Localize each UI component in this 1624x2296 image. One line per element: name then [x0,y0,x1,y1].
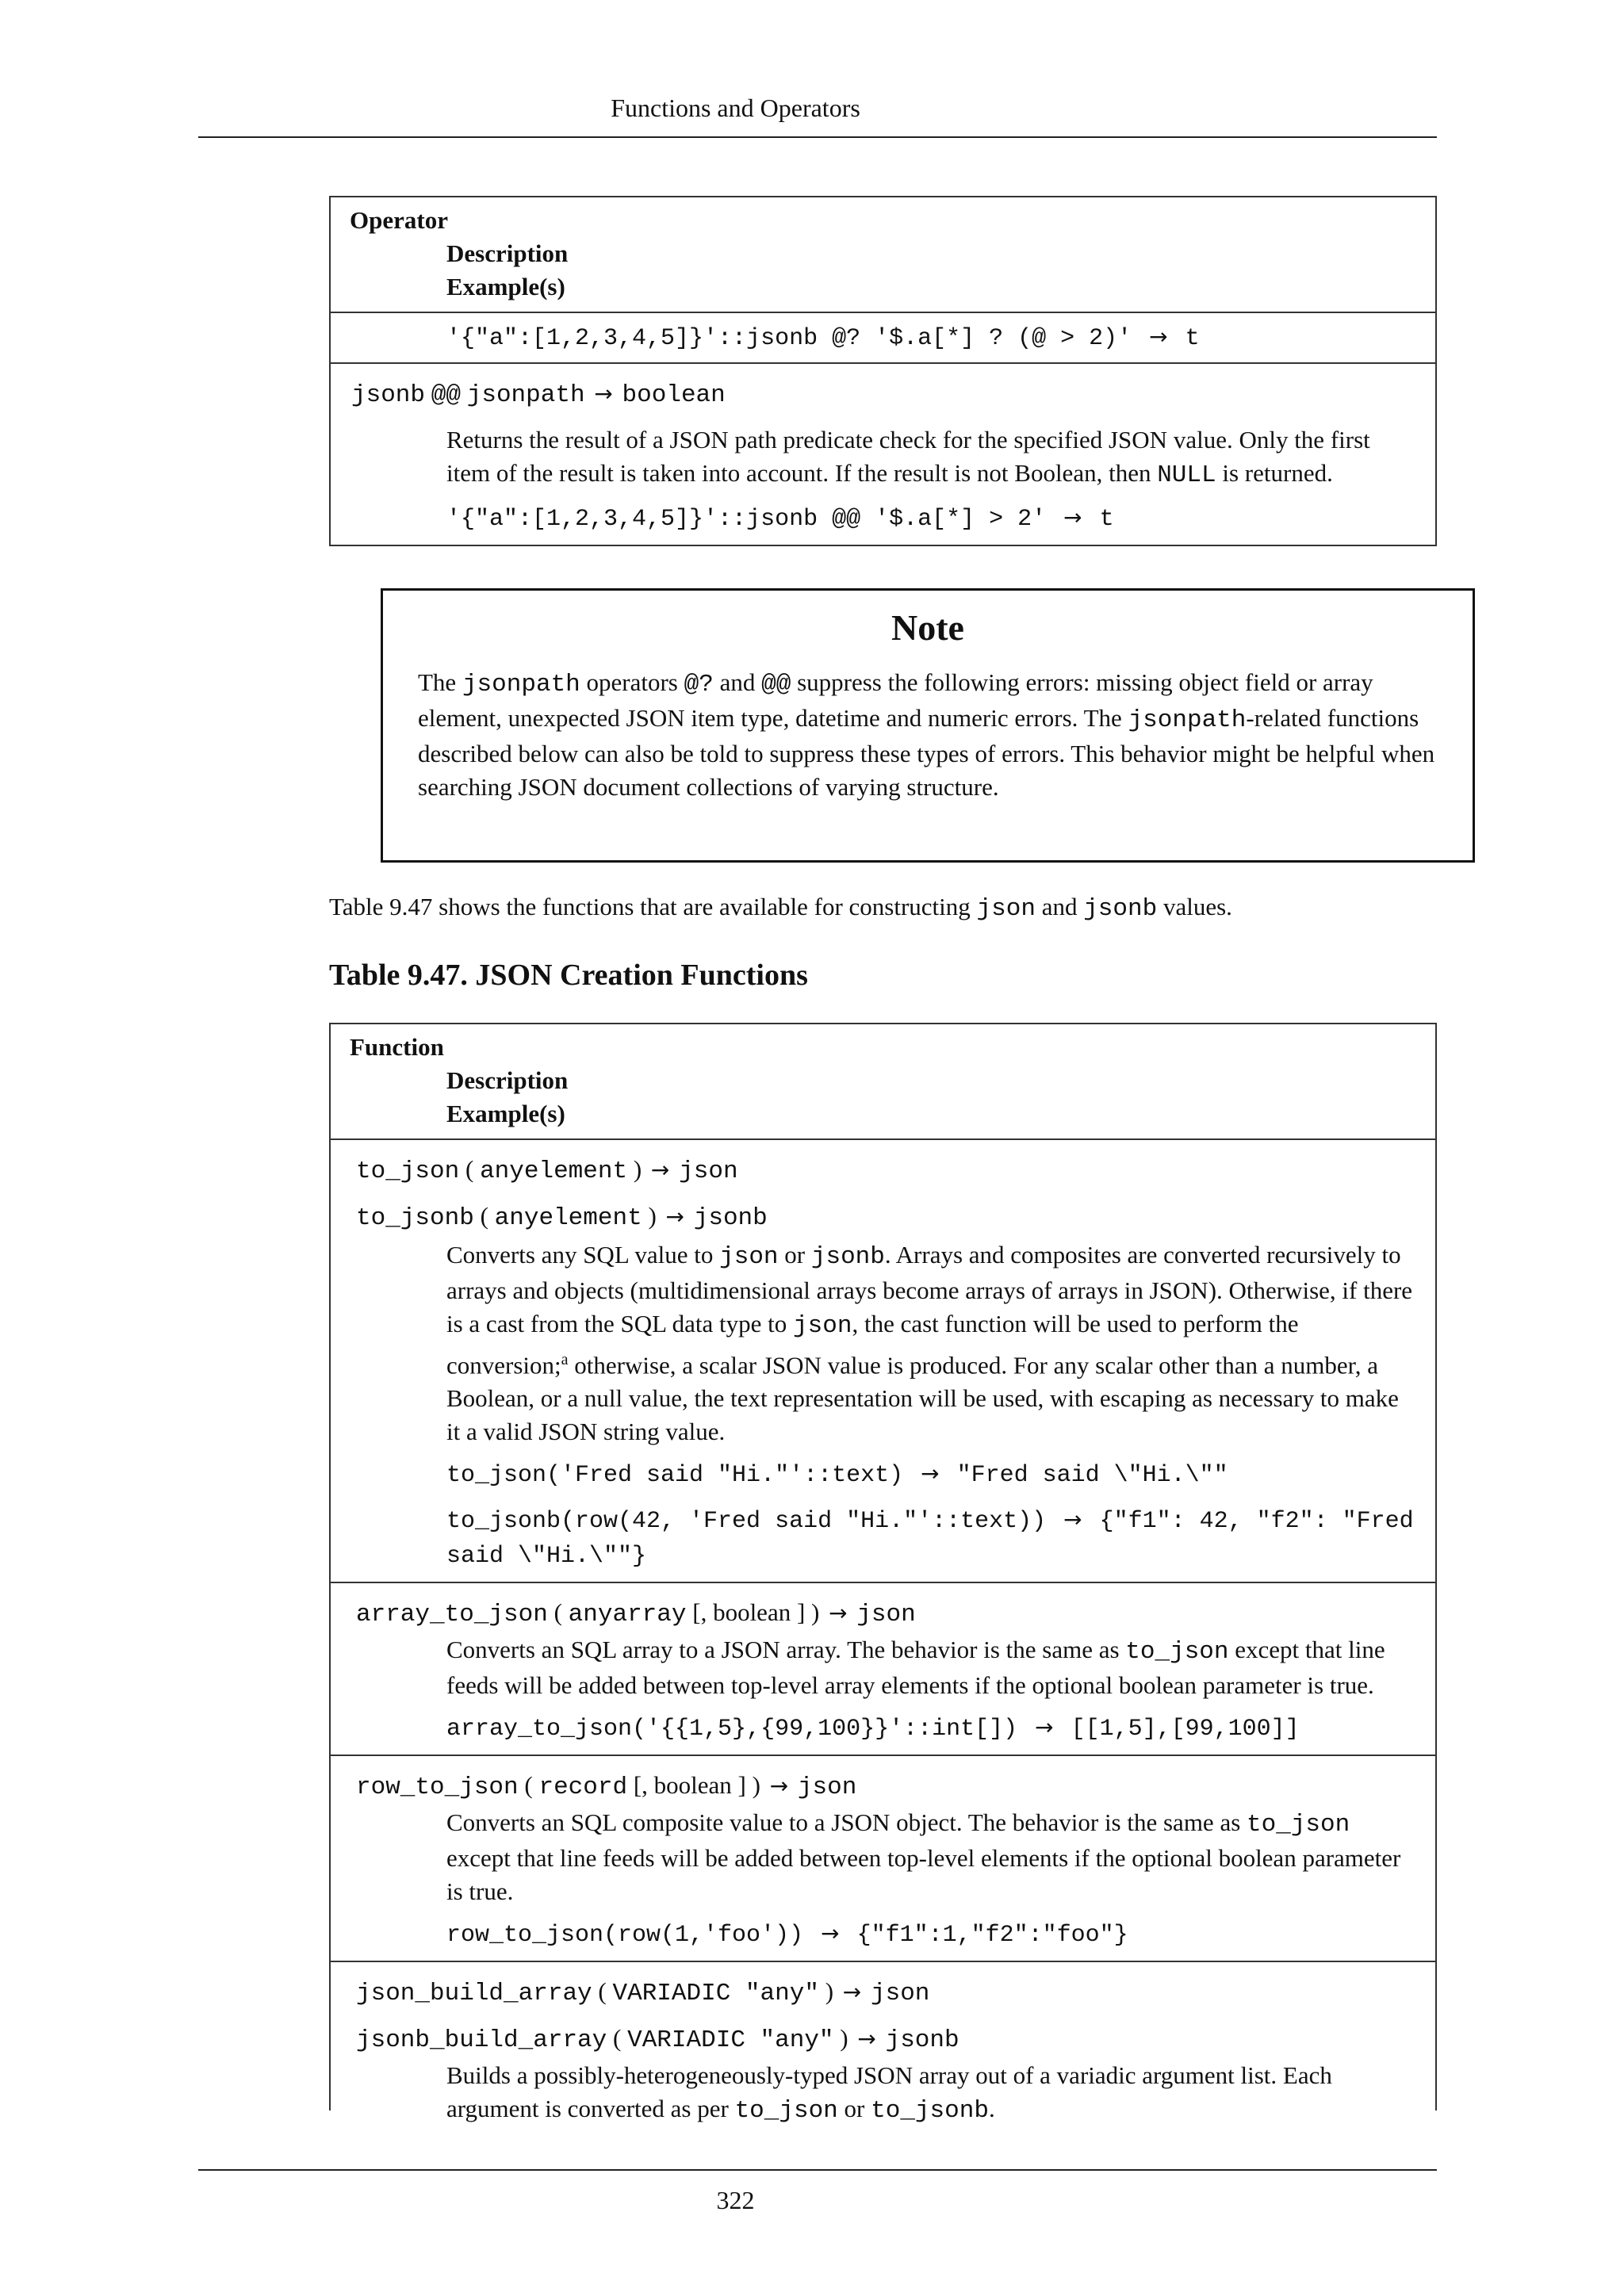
operator-signature: jsonb @@ jsonpath → boolean [351,381,726,409]
col-description: Description [446,239,569,267]
table-link: Table 9.47 shows the functions that are available for constructing [329,893,977,920]
function-description: Converts an SQL array to a JSON array. The behavior is the same as to_json except that line feeds will be added between top-level array elements if the optional boolean parameter is true. [446,1636,1385,1700]
example-line: to_json('Fred said "Hi."'::text) → "Fred said \"Hi.\"" [446,1460,1228,1490]
table-header [331,1024,1435,1138]
operator-description: Returns the result of a JSON path predicate check for the specified JSON value. Only the first item of the result is taken into account. If the result is not Boolean, then NULL is returned. [446,426,1370,489]
example-line: array_to_json('{{1,5},{99,100}}'::int[]) → [[1,5],[99,100]] [446,1714,1300,1743]
table-row [331,1961,1435,2144]
intro-paragraph: Table 9.47 shows the functions that are available for constructing json and jsonb values. [329,893,1232,923]
example-line: '{"a":[1,2,3,4,5]}'::jsonb @@ '$.a[*] > 2' → t [446,504,1114,533]
function-signature: jsonb_build_array ( VARIADIC "any" ) → jsonb [356,2024,959,2055]
function-signature: to_jsonb ( anyelement ) → jsonb [356,1202,768,1232]
table-row [331,1582,1435,1755]
note-text: The jsonpath operators @? and @@ suppress the following errors: missing object field or array element, unexpected JSON item type, datetime and numeric errors. The jsonpath-related functions described below can also be told to suppress these types of errors. This behavior might be helpful when searching JSON document collections of varying structure. [418,668,1435,801]
json-creation-table [329,1023,1437,2126]
table-header [331,197,1435,312]
footer-rule [198,2169,1437,2171]
note-box [381,588,1475,863]
note-title: Note [891,607,964,648]
example-line: '{"a":[1,2,3,4,5]}'::jsonb @? '$.a[*] ? (@ > 2)' → t [446,323,1200,352]
function-signature: json_build_array ( VARIADIC "any" ) → json [356,1977,930,2008]
col-examples: Example(s) [446,1100,565,1127]
col-function: Function [350,1033,444,1061]
function-signature: array_to_json ( anyarray [, boolean ] ) → json [356,1598,916,1629]
function-description: Converts any SQL value to json or jsonb. Arrays and composites are converted recursively to arrays and objects (multidimensional arrays become arrays of arrays in JSON). Otherwise, if there is a cast from the SQL data type to json, the cast function will be used to perform the conversion;$^a$ otherwise, a scalar JSON value is produced. For any scalar other than a number, a Boolean, or a null value, the text representation will be used, with escaping as necessary to make it a valid JSON string value. [446,1241,1413,1446]
function-description: Converts an SQL composite value to a JSON object. The behavior is the same as to_json except that line feeds will be added between top-level elements if the optional boolean parameter is true. [446,1808,1401,1906]
table-caption: Table 9.47. JSON Creation Functions [329,959,808,992]
col-examples: Example(s) [446,273,565,300]
example-line: row_to_json(row(1,'foo')) → {"f1":1,"f2":"foo"} [446,1920,1128,1950]
table-row [331,1755,1435,1961]
operator-table [329,196,1437,546]
running-header: Functions and Operators [611,94,860,122]
table-row [331,1138,1435,1582]
footnote-marker: a [561,1351,569,1368]
table-row [331,362,1435,545]
function-description: Builds a possibly-heterogeneously-typed JSON array out of a variadic argument list. Each argument is converted as per to_json or to_jsonb. [446,2061,1332,2126]
function-signature: row_to_json ( record [, boolean ] ) → json [356,1771,857,1802]
col-description: Description [446,1066,569,1094]
page-number: 322 [716,2186,755,2214]
function-signature: to_json ( anyelement ) → json [356,1155,738,1185]
header-rule [198,136,1437,138]
table-row [331,312,1435,362]
col-operator: Operator [350,206,448,234]
example-line: to_jsonb(row(42, 'Fred said "Hi."'::text)) → {"f1": 42, "f2": "Fred said \"Hi.\""} [446,1506,1414,1571]
